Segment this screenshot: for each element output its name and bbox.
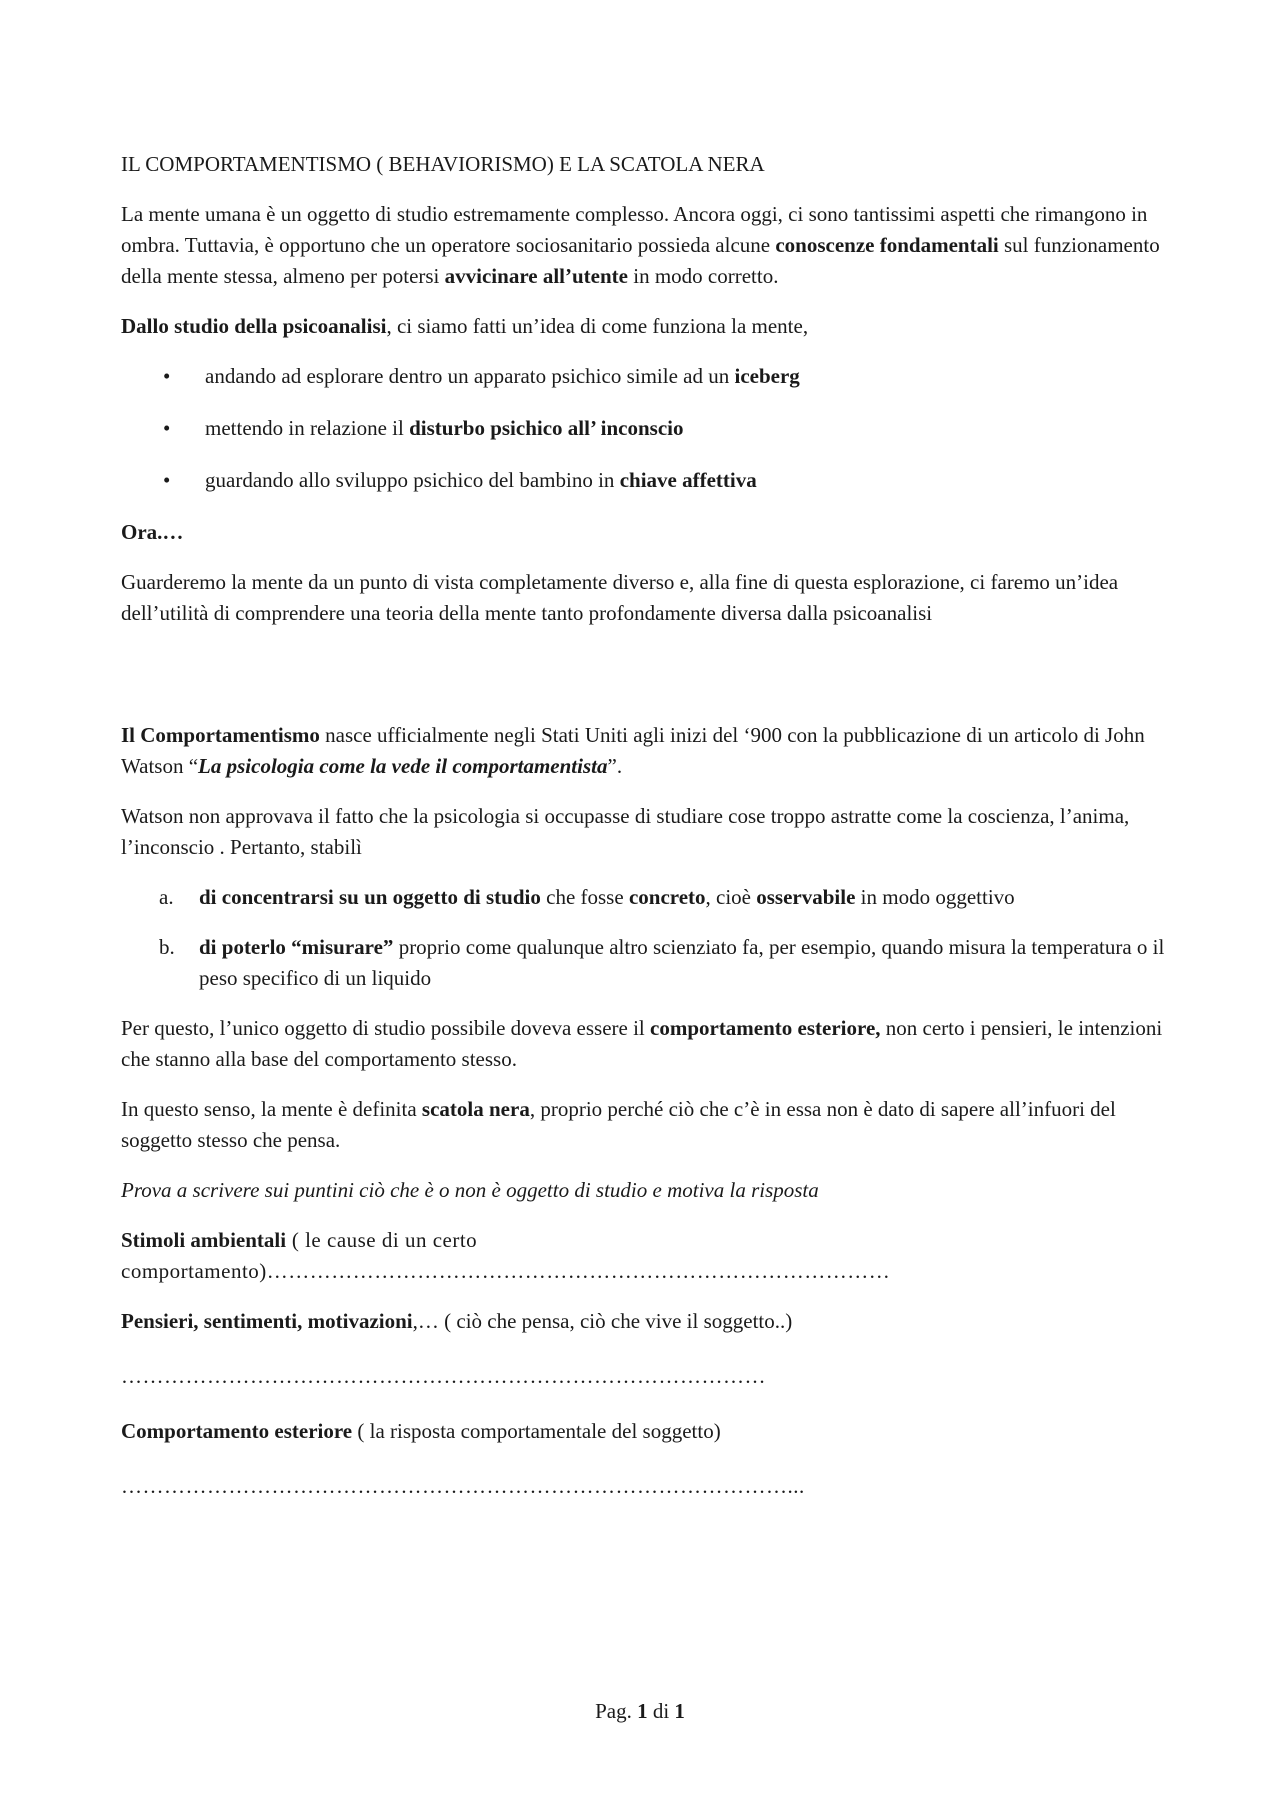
alpha-bold-1: di concentrarsi su un oggetto di studio [199, 885, 541, 909]
watson-text: Watson non approvava il fatto che la psicologia si occupasse di studiare cose troppo astratte come la coscienza, l’anima, l’inconscio . Pertanto, stabilì [121, 804, 1130, 859]
alpha-bold-1: di poterlo “misurare” [199, 935, 394, 959]
alpha-list [121, 882, 1166, 994]
ora-paragraph [121, 517, 1166, 548]
esteriore-text: ( la risposta comportamentale del soggetto) [352, 1419, 721, 1443]
psicoanalisi-paragraph [121, 311, 1166, 342]
footer-total-pages: 1 [674, 1699, 685, 1723]
list-item [121, 932, 1166, 994]
bullet-text: guardando allo sviluppo psichico del bambino in [205, 468, 620, 492]
comportamentismo-text-1: nasce ufficialmente negli Stati Uniti agli inizi del ‘900 con la pubblicazione di un articolo di John Watson “ [121, 723, 1145, 778]
prova-paragraph [121, 1175, 1166, 1206]
alpha-text-1: proprio come qualunque altro scienziato fa, per esempio, quando misura la temperatura o il peso specifico di un liquido [199, 935, 1165, 990]
perquesto-paragraph [121, 1013, 1166, 1075]
document-title [121, 149, 1166, 180]
footer-mid: di [647, 1699, 675, 1723]
blank-space [121, 648, 1166, 720]
bullet-list [121, 361, 1166, 496]
intro-bold-2: avvicinare all’utente [444, 264, 628, 288]
pensieri-paragraph [121, 1306, 1166, 1337]
article-title: La psicologia come la vede il comportamentista [198, 754, 608, 778]
perquesto-bold: comportamento esteriore, [650, 1016, 881, 1040]
alpha-text-1: che fosse [540, 885, 629, 909]
stimoli-bold: Stimoli ambientali [121, 1228, 287, 1252]
prova-italic: Prova a scrivere sui puntini ciò che è o non è oggetto di studio e motiva la risposta [121, 1178, 819, 1202]
stimoli-text: ( le cause di un certo comportamento)…………………………………………………………………………… [121, 1228, 891, 1283]
bullet-marker: • [163, 364, 171, 388]
list-item [121, 882, 1166, 913]
bullet-text: mettendo in relazione il [205, 416, 410, 440]
pensieri-text: ,… ( ciò che pensa, ciò che vive il soggetto..) [412, 1309, 793, 1333]
psicoanalisi-bold: Dallo studio della psicoanalisi [121, 314, 387, 338]
inquesto-text-1: In questo senso, la mente è definita [121, 1097, 422, 1121]
esteriore-bold: Comportamento esteriore [121, 1419, 353, 1443]
bullet-text: andando ad esplorare dentro un apparato psichico simile ad un [205, 364, 735, 388]
intro-bold-1: conoscenze fondamentali [775, 233, 999, 257]
intro-text-2: sul funzionamento della mente stessa, almeno per potersi [121, 233, 1160, 288]
list-item [121, 413, 1166, 444]
alpha-text-2: , cioè [705, 885, 757, 909]
alpha-bold-2: concreto [628, 885, 706, 909]
perquesto-text-1: Per questo, l’unico oggetto di studio possibile doveva essere il [121, 1016, 650, 1040]
dots-line-1 [121, 1361, 1166, 1392]
comportamentismo-bold: Il Comportamentismo [121, 723, 320, 747]
pensieri-bold: Pensieri, sentimenti, motivazioni [121, 1309, 413, 1333]
list-item [121, 361, 1166, 392]
guarderemo-text: Guarderemo la mente da un punto di vista completamente diverso e, alla fine di questa esplorazione, ci faremo un’idea dell’utilità di comprendere una teoria della mente tanto profondamente diversa dalla psicoanalisi [121, 570, 1119, 625]
alpha-marker: b. [159, 935, 175, 959]
bullet-bold: disturbo psichico all’ inconscio [409, 416, 684, 440]
intro-text-3: in modo corretto. [628, 264, 779, 288]
alpha-bold-3: osservabile [756, 885, 856, 909]
dots-line-1-text: ……………………………………………………………………………… [121, 1364, 766, 1388]
dots-line-2 [121, 1471, 1166, 1502]
document-body [121, 149, 1166, 1521]
alpha-text-3: in modo oggettivo [855, 885, 1015, 909]
perquesto-text-2: non certo i pensieri, le intenzioni che stanno alla base del comportamento stesso. [121, 1016, 1163, 1071]
watson-paragraph [121, 801, 1166, 863]
bullet-bold: chiave affettiva [619, 468, 757, 492]
list-item [121, 465, 1166, 496]
inquesto-paragraph [121, 1094, 1166, 1156]
intro-text-1: La mente umana è un oggetto di studio estremamente complesso. Ancora oggi, ci sono tantissimi aspetti che rimangono in ombra. Tuttavia, è opportuno che un operatore sociosanitario possieda alcune [121, 202, 1148, 257]
comportamentismo-paragraph [121, 720, 1166, 782]
bullet-marker: • [163, 416, 171, 440]
bullet-bold: iceberg [734, 364, 800, 388]
intro-paragraph [121, 199, 1166, 292]
stimoli-paragraph [121, 1225, 1166, 1287]
footer-page-number: 1 [637, 1699, 648, 1723]
title-text: IL COMPORTAMENTISMO ( BEHAVIORISMO) E LA SCATOLA NERA [121, 152, 765, 176]
inquesto-bold: scatola nera [421, 1097, 530, 1121]
page-footer [0, 1696, 1280, 1727]
ora-bold: Ora.… [121, 520, 184, 544]
comportamentismo-text-2: ”. [607, 754, 623, 778]
esteriore-paragraph [121, 1416, 1166, 1447]
psicoanalisi-text: , ci siamo fatti un’idea di come funziona la mente, [386, 314, 809, 338]
footer-prefix: Pag. [595, 1699, 638, 1723]
inquesto-text-2: , proprio perché ciò che c’è in essa non è dato di sapere all’infuori del soggetto stesso che pensa. [121, 1097, 1116, 1152]
alpha-marker: a. [159, 885, 174, 909]
guarderemo-paragraph [121, 567, 1166, 629]
bullet-marker: • [163, 468, 171, 492]
dots-line-2-text: …………………………………………………………………………………... [121, 1474, 805, 1498]
